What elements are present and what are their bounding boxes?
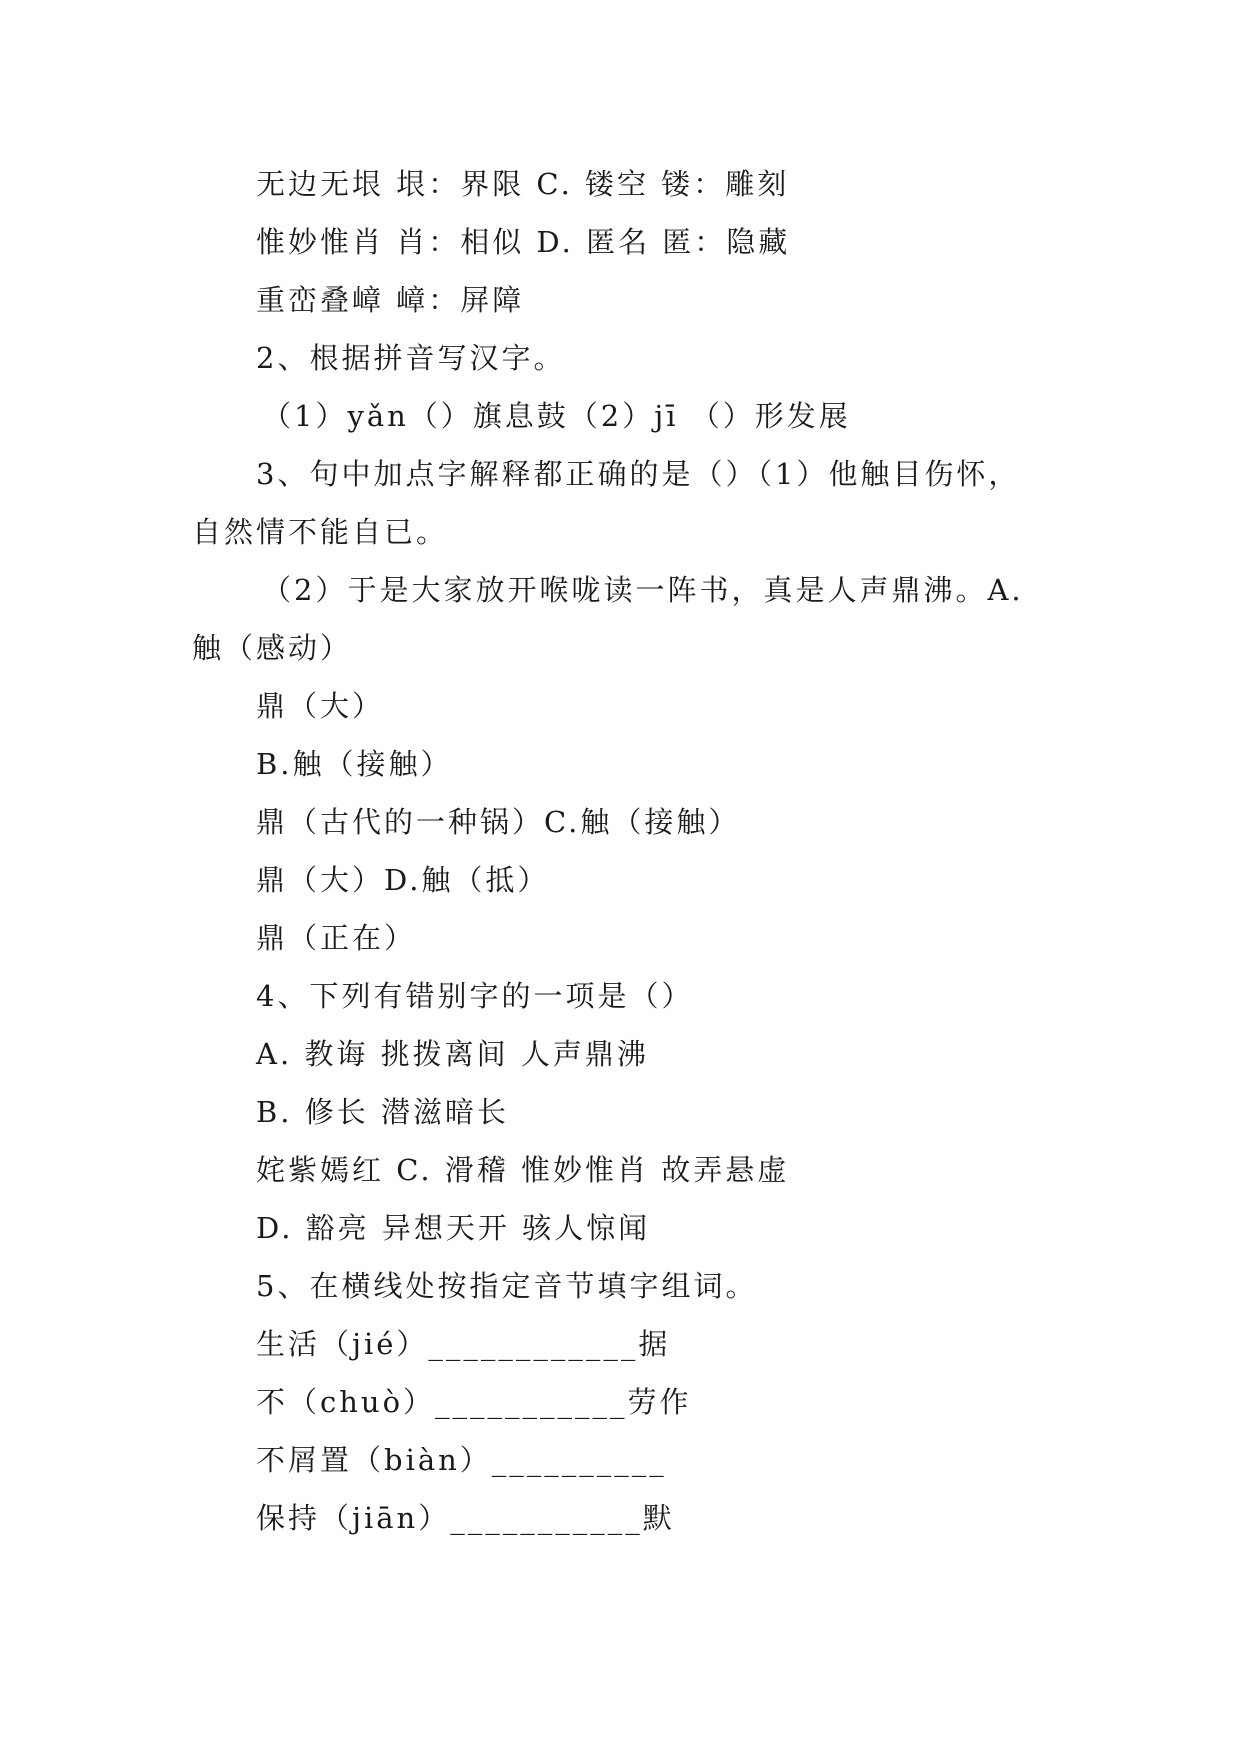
text-line-12: 鼎（古代的一种锅）C.触（接触） <box>256 805 741 839</box>
text-line-14: 鼎（正在） <box>256 921 417 955</box>
text-line-10: 鼎（大） <box>256 689 385 723</box>
question-5-item-2: 不（chuò）___________劳作 <box>256 1385 692 1419</box>
question-2-items: （1）yǎn（）旗息鼓（2）jī （）形发展 <box>262 399 851 433</box>
question-4-heading: 4、下列有错别字的一项是（） <box>256 979 694 1013</box>
question-5-heading: 5、在横线处按指定音节填字组词。 <box>256 1269 758 1303</box>
question-4-option-a: A. 教诲 挑拨离间 人声鼎沸 <box>256 1037 649 1071</box>
question-4-option-c: 姹紫嫣红 C. 滑稽 惟妙惟肖 故弄悬虚 <box>256 1153 790 1187</box>
text-line-2: 惟妙惟肖 肖：相似 D. 匿名 匿：隐藏 <box>256 225 791 259</box>
question-3-option-b: B.触（接触） <box>256 747 453 781</box>
question-5-item-3: 不屑置（biàn）__________ <box>256 1443 667 1477</box>
text-line-3: 重峦叠嶂 嶂：屏障 <box>256 283 525 317</box>
question-3-sentence-2: （2）于是大家放开喉咙读一阵书，真是人声鼎沸。A. <box>262 573 1024 607</box>
question-4-option-b: B. 修长 潜滋暗长 <box>256 1095 509 1129</box>
question-2-heading: 2、根据拼音写汉字。 <box>256 341 566 375</box>
question-5-item-1: 生活（jié）____________据 <box>256 1327 671 1361</box>
question-3-option-a: 触（感动） <box>192 631 353 665</box>
text-line-13: 鼎（大）D.触（抵） <box>256 863 550 897</box>
question-5-item-4: 保持（jiān）___________默 <box>256 1501 675 1535</box>
question-3-continuation: 自然情不能自已。 <box>192 515 449 549</box>
question-4-option-d: D. 豁亮 异想天开 骇人惊闻 <box>256 1211 651 1245</box>
text-line-1: 无边无垠 垠：界限 C. 镂空 镂：雕刻 <box>256 167 790 201</box>
question-3-heading: 3、句中加点字解释都正确的是（）（1）他触目伤怀， <box>256 457 1021 491</box>
